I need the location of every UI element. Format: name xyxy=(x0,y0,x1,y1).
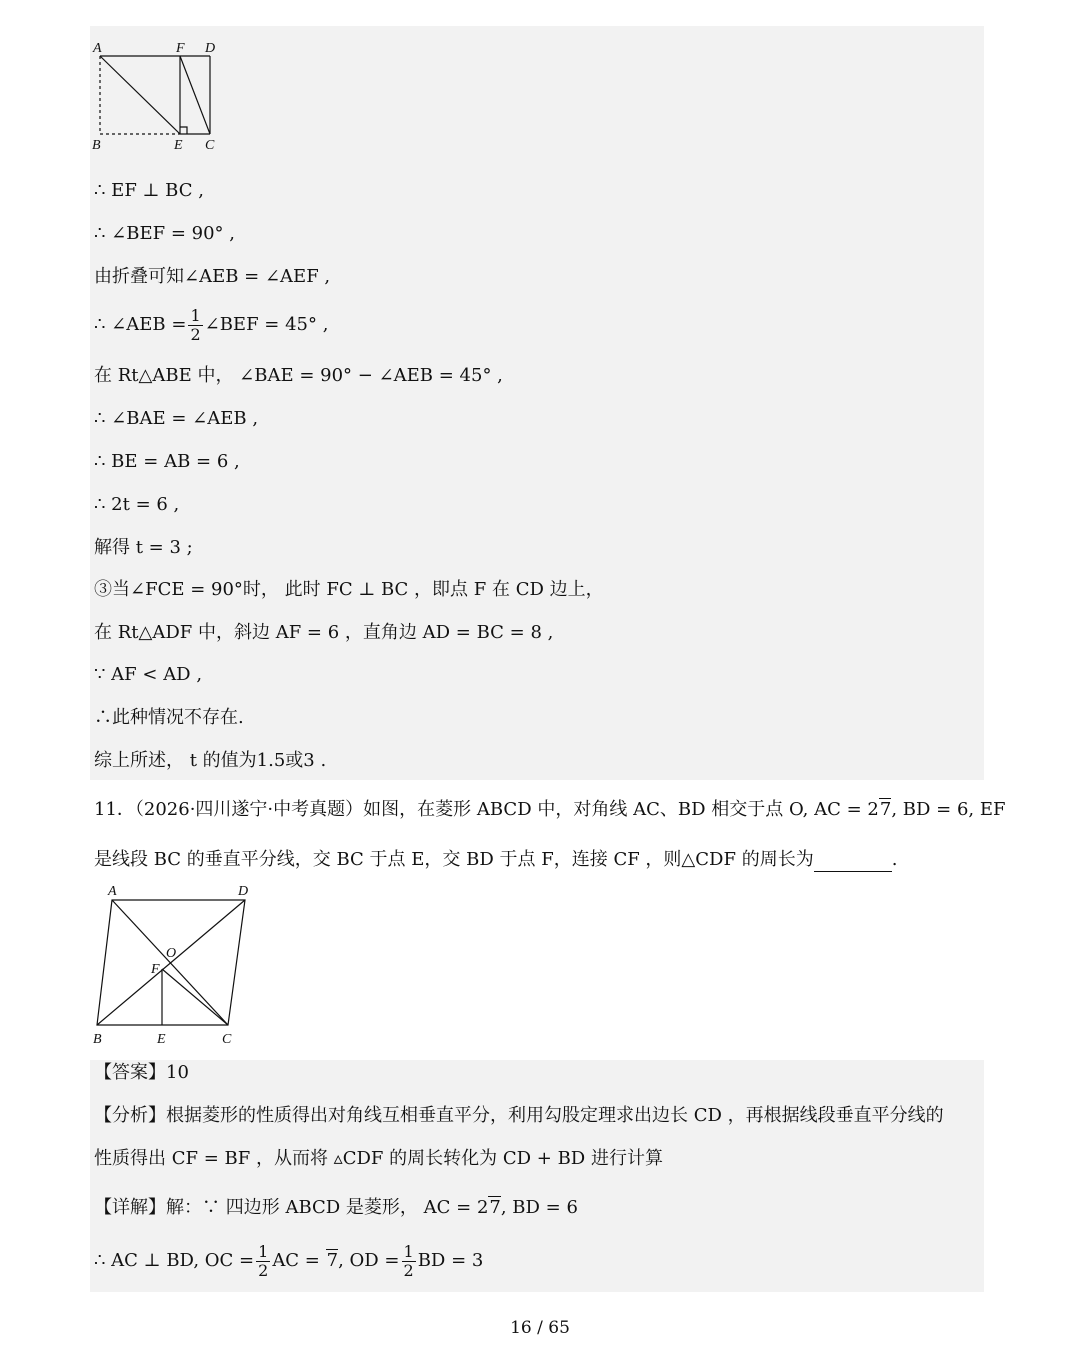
figure-rectangle xyxy=(88,38,228,154)
sqrt-7-detail: 7 xyxy=(489,1197,501,1218)
fig2-label-o: O xyxy=(166,946,177,961)
sqrt-7: 7 xyxy=(879,799,892,820)
fig1-label-e: E xyxy=(174,138,183,153)
page-number: 16 / 65 xyxy=(510,1318,570,1338)
fig1-label-a: A xyxy=(93,41,102,56)
fig1-label-f: F xyxy=(176,41,185,56)
fig2-diagonal-bd xyxy=(97,900,245,1025)
fig2-label-c: C xyxy=(222,1032,232,1047)
fig2-cf xyxy=(162,969,228,1025)
fig1-label-c: C xyxy=(205,138,215,153)
solution-line-8: ∴ 2t = 6 , xyxy=(94,494,180,515)
question-11-line-1: 11．（2026·四川遂宁·中考真题）如图，在菱形 ABCD 中，对角线 AC、BD 相交于点 O, AC = 27, BD = 6, EF xyxy=(94,799,1006,820)
fraction-half-od: $\frac{1}{2}$ xyxy=(403,1241,414,1280)
answer-line: 【答案】10 xyxy=(94,1062,189,1083)
fig2-diagonal-ac xyxy=(112,900,228,1025)
fig1-label-d: D xyxy=(205,41,216,56)
fig2-label-d: D xyxy=(238,884,249,899)
solution-line-1: ∴ EF ⊥ BC , xyxy=(94,180,204,201)
solution-line-6: ∴ ∠BAE = ∠AEB , xyxy=(94,408,259,429)
detail-line: 【详解】解：∵ 四边形 ABCD 是菱形， AC = 27, BD = 6 xyxy=(94,1197,578,1218)
fig1-right-angle xyxy=(180,127,187,134)
solution-line-3: 由折叠可知∠AEB = ∠AEF , xyxy=(94,266,331,287)
fig1-label-b: B xyxy=(92,138,101,153)
question-11-line-2: 是线段 BC 的垂直平分线，交 BC 于点 E，交 BD 于点 F，连接 CF ，则△CDF 的周长为 . xyxy=(94,849,898,870)
figure-rhombus xyxy=(88,880,258,1050)
solution-line-5: 在 Rt△ABE 中， ∠BAE = 90° − ∠AEB = 45° , xyxy=(94,365,503,386)
fig2-label-e: E xyxy=(157,1032,166,1047)
fig1-ae xyxy=(100,56,180,134)
fig1-fc xyxy=(180,56,210,134)
analysis-line-2: 性质得出 CF = BF ，从而将 ▵CDF 的周长转化为 CD + BD 进行计算 xyxy=(94,1148,663,1169)
fig2-label-a: A xyxy=(108,884,117,899)
fig2-label-b: B xyxy=(93,1032,102,1047)
solution-line-7: ∴ BE = AB = 6 , xyxy=(94,451,240,472)
analysis-line-1: 【分析】根据菱形的性质得出对角线互相垂直平分，利用勾股定理求出边长 CD ，再根据线段垂直平分线的 xyxy=(94,1105,944,1126)
sqrt-7-oc: 7 xyxy=(326,1250,339,1271)
solution-line-4-left: ∴ ∠AEB = xyxy=(94,314,187,335)
solution-line-4 xyxy=(94,306,328,344)
solution-line-9: 解得 t = 3 ; xyxy=(94,537,193,558)
solution-line-10: ③当∠FCE = 90°时， 此时 FC ⊥ BC ，即点 F 在 CD 边上， xyxy=(94,579,604,600)
solution-line-14: 综上所述， t 的值为1.5或3 . xyxy=(94,750,327,771)
answer-blank xyxy=(814,853,892,872)
fraction-half: $\frac{1}{2}$ xyxy=(190,305,201,344)
solution-line-4-right: ∠BEF = 45° , xyxy=(204,314,329,335)
detail-last-line: ∴ AC ⊥ BD, OC = $\frac{1}{2}$ AC = 7, OD = $\frac{1}{2}$ BD = 3 xyxy=(94,1241,484,1280)
solution-line-12: ∵ AF < AD , xyxy=(94,664,203,685)
solution-line-11: 在 Rt△ADF 中，斜边 AF = 6 ，直角边 AD = BC = 8 , xyxy=(94,622,554,643)
fraction-half-oc: $\frac{1}{2}$ xyxy=(258,1241,269,1280)
solution-line-2: ∴ ∠BEF = 90° , xyxy=(94,223,235,244)
solution-line-13: ∴此种情况不存在. xyxy=(94,707,244,728)
fig2-label-f: F xyxy=(151,962,160,977)
